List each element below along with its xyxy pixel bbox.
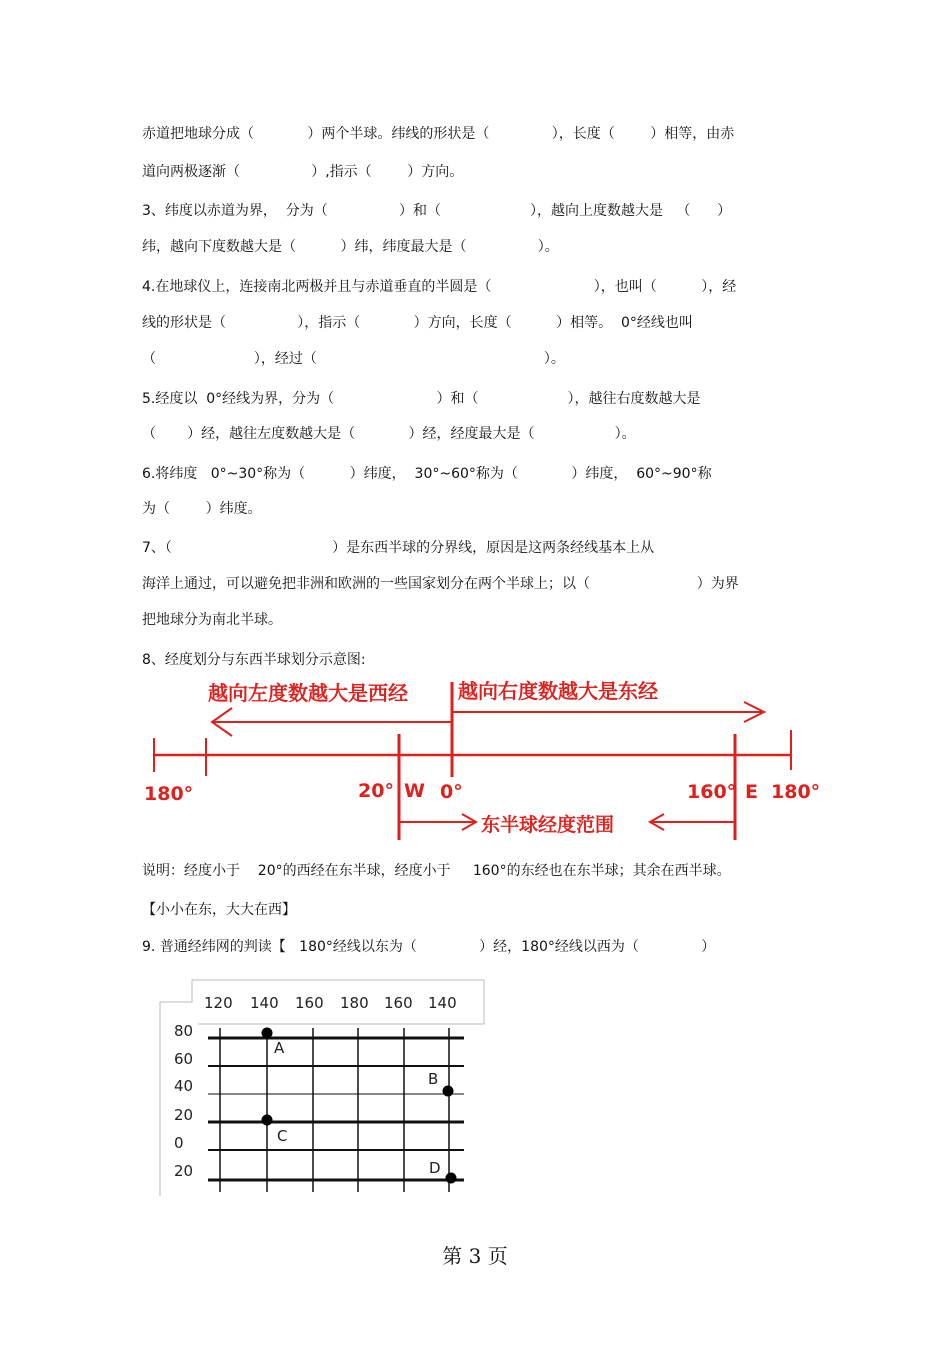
explanation-line: 说明：经度小于 20°的西经在东半球，经度小于 160°的东经也在东半球；其余在西半球。 xyxy=(142,863,731,879)
text-line-15: 8、经度划分与东西半球划分示意图: xyxy=(142,652,366,668)
label-180-right: 180° xyxy=(771,781,821,803)
label-180-left: 180° xyxy=(144,783,194,805)
point-b xyxy=(443,1086,454,1097)
text-line-13: 海洋上通过，可以避免把非洲和欧洲的一些国家划分在两个半球上；以（ ）为界 xyxy=(142,576,739,592)
point-d-label: D xyxy=(429,1159,441,1177)
label-e: E xyxy=(745,781,758,803)
left-label-4: 20 xyxy=(174,1106,194,1124)
left-label-1: 80 xyxy=(174,1022,194,1040)
text-line-10: 6.将纬度 0°~30°称为（ ）纬度， 30°~60°称为（ ）纬度， 60°~90°称 xyxy=(142,466,712,482)
left-label-2: 60 xyxy=(174,1050,194,1068)
top-label-3: 160 xyxy=(295,994,324,1012)
page-footer: 第 3 页 xyxy=(442,1244,508,1268)
left-label-5: 0 xyxy=(174,1134,184,1152)
top-label-2: 140 xyxy=(250,994,279,1012)
text-line-8: 5.经度以 0°经线为界，分为（ ）和（ ），越往右度数越大是 xyxy=(142,391,701,407)
label-w: W xyxy=(404,780,425,802)
text-line-6: 线的形状是（ ），指示（ ）方向，长度（ ）相等。 0°经线也叫 xyxy=(142,315,693,331)
longitude-division-diagram xyxy=(140,672,830,847)
text-line-12: 7、（ ）是东西半球的分界线，原因是这两条经线基本上从 xyxy=(142,540,655,556)
text-line-11: 为（ ）纬度。 xyxy=(142,501,262,517)
text-line-3: 3、纬度以赤道为界， 分为（ ）和（ ），越向上度数越大是 （ ） xyxy=(142,203,732,219)
point-c-label: C xyxy=(277,1127,288,1145)
text-line-14: 把地球分为南北半球。 xyxy=(142,612,282,628)
label-20: 20° xyxy=(358,780,394,802)
text-line-5: 4.在地球仪上，连接南北两极并且与赤道垂直的半圆是（ ），也叫（ ），经 xyxy=(142,279,737,295)
text-line-7: （ ），经过（ ）。 xyxy=(142,351,565,367)
lat-lon-grid xyxy=(158,978,488,1198)
point-a xyxy=(262,1028,273,1039)
top-label-6: 140 xyxy=(428,994,457,1012)
left-arrow-label: 越向左度数越大是西经 xyxy=(208,681,408,705)
point-b-label: B xyxy=(428,1070,439,1088)
right-arrow-label: 越向右度数越大是东经 xyxy=(458,679,658,703)
point-a-label: A xyxy=(274,1039,285,1057)
text-line-1: 赤道把地球分成（ ）两个半球。纬线的形状是（ ），长度（ ）相等，由赤 xyxy=(142,126,735,142)
point-c xyxy=(262,1115,273,1126)
text-line-2: 道向两极逐渐（ ）,指示（ ）方向。 xyxy=(142,164,464,180)
left-label-3: 40 xyxy=(174,1077,194,1095)
top-label-1: 120 xyxy=(204,994,233,1012)
mnemonic-line: 【小小在东，大大在西】 xyxy=(142,902,296,918)
label-0: 0° xyxy=(440,781,463,803)
point-d xyxy=(446,1173,457,1184)
left-label-6: 20 xyxy=(174,1162,194,1180)
question-9-line: 9. 普通经纬网的判读【 180°经线以东为（ ）经，180°经线以西为（ ） xyxy=(142,939,716,955)
text-line-9: （ ）经，越往左度数越大是（ ）经，经度最大是（ ）。 xyxy=(142,426,636,442)
top-label-5: 160 xyxy=(384,994,413,1012)
label-160: 160° xyxy=(687,781,737,803)
top-label-4: 180 xyxy=(340,994,369,1012)
eastern-range-label: 东半球经度范围 xyxy=(481,814,615,836)
text-line-4: 纬，越向下度数越大是（ ）纬，纬度最大是（ ）。 xyxy=(142,239,559,255)
